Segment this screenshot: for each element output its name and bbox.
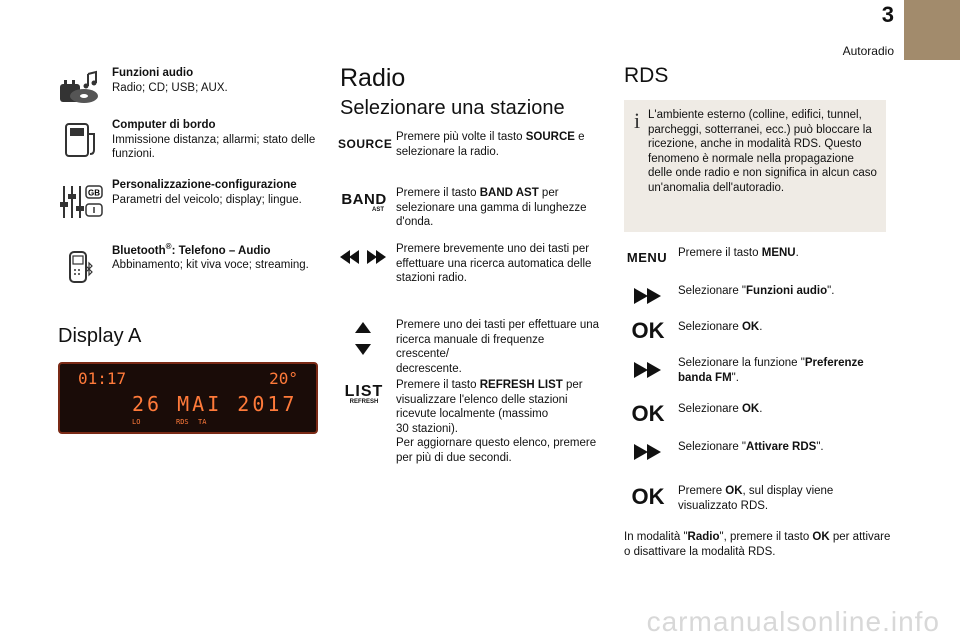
section-tab [904, 0, 960, 60]
step-ok: Selezionare OK. [678, 321, 763, 333]
item-title [112, 240, 332, 258]
rds-heading: RDS [624, 64, 669, 87]
radio-heading: Radio [340, 64, 406, 92]
item-text-line: Immissione distanza; allarmi; stato delle [112, 133, 316, 146]
step-activate-rds: Selezionare "Attivare RDS". [678, 441, 824, 453]
info-icon: i [634, 108, 641, 133]
display-indicator-ta: TA [198, 418, 207, 426]
item-text: Radio; CD; USB; AUX. [112, 81, 228, 94]
band-ast-key-icon: BAND AST [341, 191, 387, 213]
manual-search-instruction: Premere uno dei tasti per effettuare una ricerca manuale di frequenze crescente/ decrescente. [396, 319, 600, 375]
item-text: Abbinamento; kit viva voce; streaming. [112, 259, 309, 272]
step-menu: Premere il tasto MENU. [678, 247, 799, 259]
info-box [624, 100, 886, 232]
music-cd-icon [58, 70, 102, 106]
display-indicator-lo: LO [132, 418, 141, 426]
item-title: Personalizzazione-configurazione [112, 179, 297, 191]
item-title: Computer di bordo [112, 119, 216, 131]
audio-functions-item [112, 66, 312, 95]
watermark: carmanualsonline.info [646, 606, 940, 637]
registered-mark: ® [165, 242, 172, 251]
personalisation-item [112, 178, 332, 207]
title-prefix: Bluetooth [112, 244, 166, 257]
step-ok-rds-shown: Premere OK, sul display viene visualizzato RDS. [678, 485, 834, 512]
band-instruction: Premere il tasto BAND AST per selezionare una gamma di lunghezze d'onda. [396, 187, 587, 228]
list-refresh-key-icon: LIST REFRESH [344, 383, 384, 405]
info-text: L'ambiente esterno (colline, edifici, tunnel, parcheggi, sotterranei, ecc.) può bloccare la ricezione, anche in modalità RDS. Questo fenomeno è normale nella propagazione delle onde radio e non significa in alcun caso un'anomalia dell'autoradio. [648, 109, 877, 194]
select-station-heading: Selezionare una stazione [340, 97, 565, 119]
step-fm-band-preferences: Selezionare la funzione "Preferenze banda FM". [678, 357, 864, 384]
item-text: Parametri del veicolo; display; lingue. [112, 193, 302, 206]
menu-key-icon: MENU [626, 250, 668, 265]
page-number: 3 [881, 2, 894, 27]
display-temp: 20° [269, 369, 298, 388]
item-text-line: funzioni. [112, 148, 155, 160]
display-time: 01:17 [78, 369, 127, 388]
bluetooth-phone-icon [66, 246, 98, 286]
display-heading: Display A [58, 325, 142, 347]
up-down-arrows-icon [355, 322, 371, 356]
ok-key-icon: OK [631, 484, 665, 509]
forward-arrow-icon [634, 444, 662, 460]
svg-text:GB: GB [88, 188, 100, 198]
radio-display [58, 362, 318, 434]
step-ok: Selezionare OK. [678, 403, 763, 415]
bluetooth-item [112, 240, 332, 273]
ok-key-icon: OK [631, 401, 665, 426]
source-instruction: Premere più volte il tasto SOURCE e selezionare la radio. [396, 131, 585, 158]
forward-arrow-icon [634, 362, 662, 378]
trip-computer-item [112, 118, 322, 162]
trip-computer-icon [62, 120, 102, 160]
seek-arrows-icon [340, 250, 386, 264]
settings-sliders-icon [58, 182, 106, 222]
display-date: 26 MAI 2017 [132, 392, 298, 416]
list-refresh-instruction: Premere il tasto REFRESH LIST per visualizzare l'elenco delle stazioni ricevute localmente (massimo 30 stazioni). Per aggiornare questo elenco, premere per più di due secondi. [396, 379, 597, 464]
ok-key-icon: OK [631, 318, 665, 343]
step-audio-functions: Selezionare "Funzioni audio". [678, 285, 835, 297]
seek-instruction: Premere brevemente uno dei tasti per effettuare una ricerca automatica delle stazioni radio. [396, 243, 592, 284]
title-suffix: : Telefono – Audio [171, 244, 271, 257]
display-indicator-rds: RDS [176, 418, 189, 426]
source-key-icon: SOURCE [338, 137, 393, 151]
rds-toggle-note: In modalità "Radio", premere il tasto OK per attivare o disattivare la modalità RDS. [624, 531, 891, 558]
item-title: Funzioni audio [112, 67, 194, 79]
forward-arrow-icon [634, 288, 662, 304]
section-title: Autoradio [842, 44, 894, 58]
